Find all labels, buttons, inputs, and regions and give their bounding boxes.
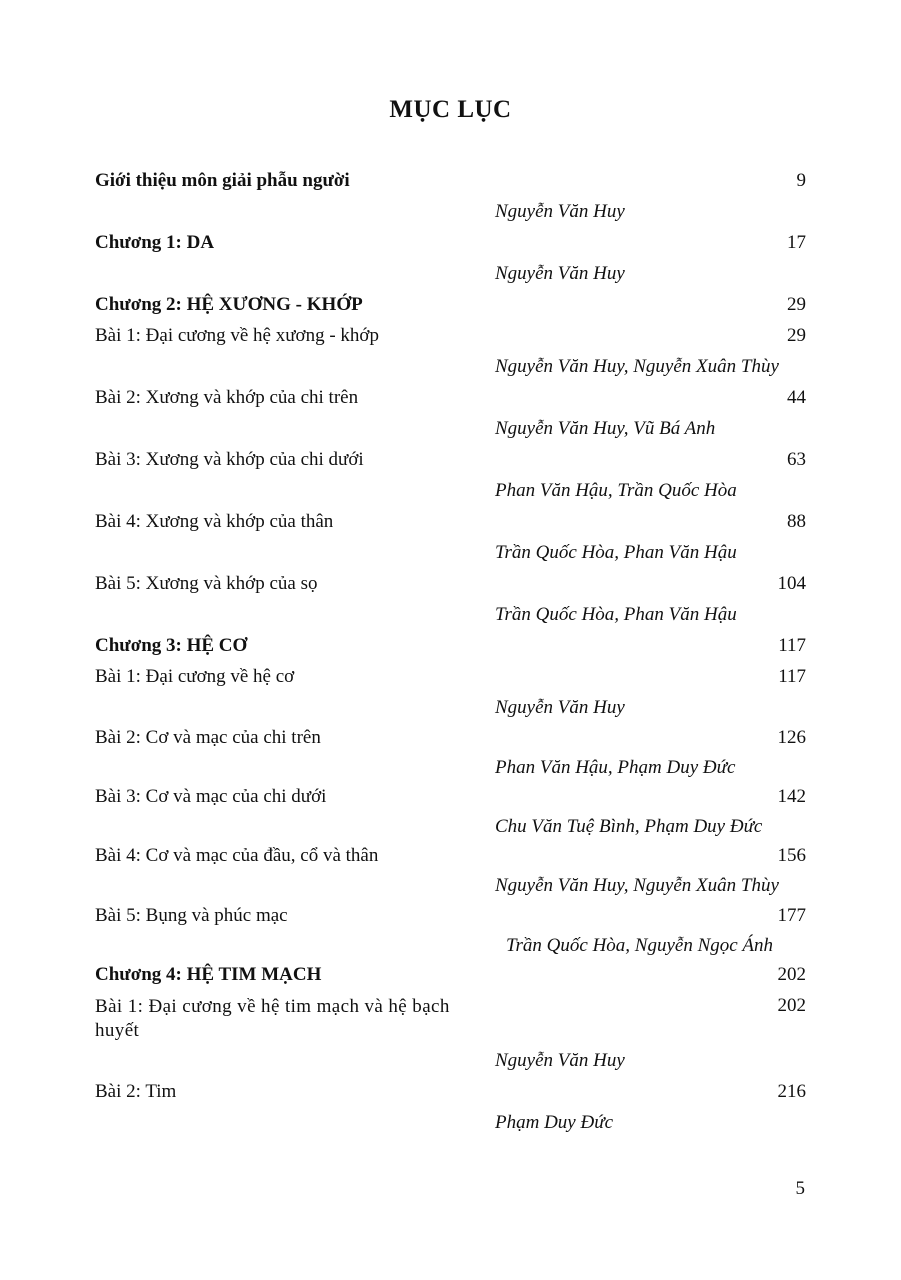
page-title: MỤC LỤC: [389, 96, 512, 123]
toc-entry-title: Bài 1: Đại cương về hệ tim mạch và hệ bạch huyết: [95, 996, 450, 1041]
toc-entry-title: Bài 3: Xương và khớp của chi dưới: [95, 449, 364, 470]
toc-entry-author: Trần Quốc Hòa, Nguyễn Ngọc Ánh: [506, 935, 774, 956]
toc-entry-author: Chu Văn Tuệ Bình, Phạm Duy Đức: [495, 816, 763, 837]
toc-entry-page: 117: [778, 635, 806, 656]
toc-entry-page: 44: [787, 387, 806, 408]
toc-entry-title: Chương 1: DA: [95, 232, 215, 253]
toc-entry-author: Phạm Duy Đức: [495, 1112, 613, 1133]
toc-entry-page: 9: [796, 170, 806, 191]
toc-entry-title: Bài 1: Đại cương về hệ xương - khớp: [95, 325, 379, 346]
toc-entry-page: 177: [777, 905, 806, 926]
toc-entry-title: Chương 4: HỆ TIM MẠCH: [95, 964, 322, 985]
toc-entry-author: Nguyễn Văn Huy: [495, 201, 625, 222]
toc-entry-author: Phan Văn Hậu, Trần Quốc Hòa: [495, 480, 737, 501]
toc-entry-page: 63: [787, 449, 806, 470]
toc-entry-page: 17: [787, 232, 806, 253]
toc-entry-title: Bài 5: Xương và khớp của sọ: [95, 573, 318, 594]
toc-entry-title: Bài 3: Cơ và mạc của chi dưới: [95, 786, 327, 807]
toc-entry-author: Nguyễn Văn Huy: [495, 263, 625, 284]
toc-entry-page: 216: [777, 1081, 806, 1102]
toc-entry-author: Nguyễn Văn Huy, Nguyễn Xuân Thùy: [495, 875, 779, 896]
toc-entry-author: Nguyễn Văn Huy, Vũ Bá Anh: [495, 418, 716, 439]
toc-entry-author: Phan Văn Hậu, Phạm Duy Đức: [495, 757, 736, 778]
toc-entry-page: 117: [778, 666, 806, 687]
toc-entry-title: Bài 5: Bụng và phúc mạc: [95, 905, 288, 926]
toc-entry-title: Giới thiệu môn giải phẫu người: [95, 170, 350, 191]
toc-entry-author: Trần Quốc Hòa, Phan Văn Hậu: [495, 604, 737, 625]
toc-entry-title: Bài 4: Cơ và mạc của đầu, cổ và thân: [95, 845, 379, 866]
toc-entry-page: 29: [787, 325, 806, 346]
toc-entry-title: Bài 1: Đại cương về hệ cơ: [95, 666, 295, 687]
toc-entry-author: Trần Quốc Hòa, Phan Văn Hậu: [495, 542, 737, 563]
toc-entry-author: Nguyễn Văn Huy: [495, 697, 625, 718]
toc-entry-author: Nguyễn Văn Huy, Nguyễn Xuân Thùy: [495, 356, 779, 377]
toc-entry-title: Bài 2: Xương và khớp của chi trên: [95, 387, 359, 408]
toc-entry-page: 88: [787, 511, 806, 532]
toc-entry-title: Bài 4: Xương và khớp của thân: [95, 511, 334, 532]
toc-entry-page: 202: [777, 964, 806, 985]
toc-entry-page: 156: [777, 845, 806, 866]
toc-entry-page: 142: [777, 786, 806, 807]
toc-entry-title: Chương 2: HỆ XƯƠNG - KHỚP: [95, 294, 363, 315]
toc-entry-page: 126: [777, 727, 806, 748]
toc-entry-page: 104: [777, 573, 806, 594]
toc-entry-title: Bài 2: Cơ và mạc của chi trên: [95, 727, 321, 748]
toc-entry-title: Bài 2: Tim: [95, 1081, 177, 1102]
toc-entry-title: Chương 3: HỆ CƠ: [95, 635, 248, 656]
toc-entry-page: 29: [787, 294, 806, 315]
page-number: 5: [795, 1178, 805, 1199]
toc-entry-page: 202: [777, 995, 806, 1016]
toc-entry-author: Nguyễn Văn Huy: [495, 1050, 625, 1071]
